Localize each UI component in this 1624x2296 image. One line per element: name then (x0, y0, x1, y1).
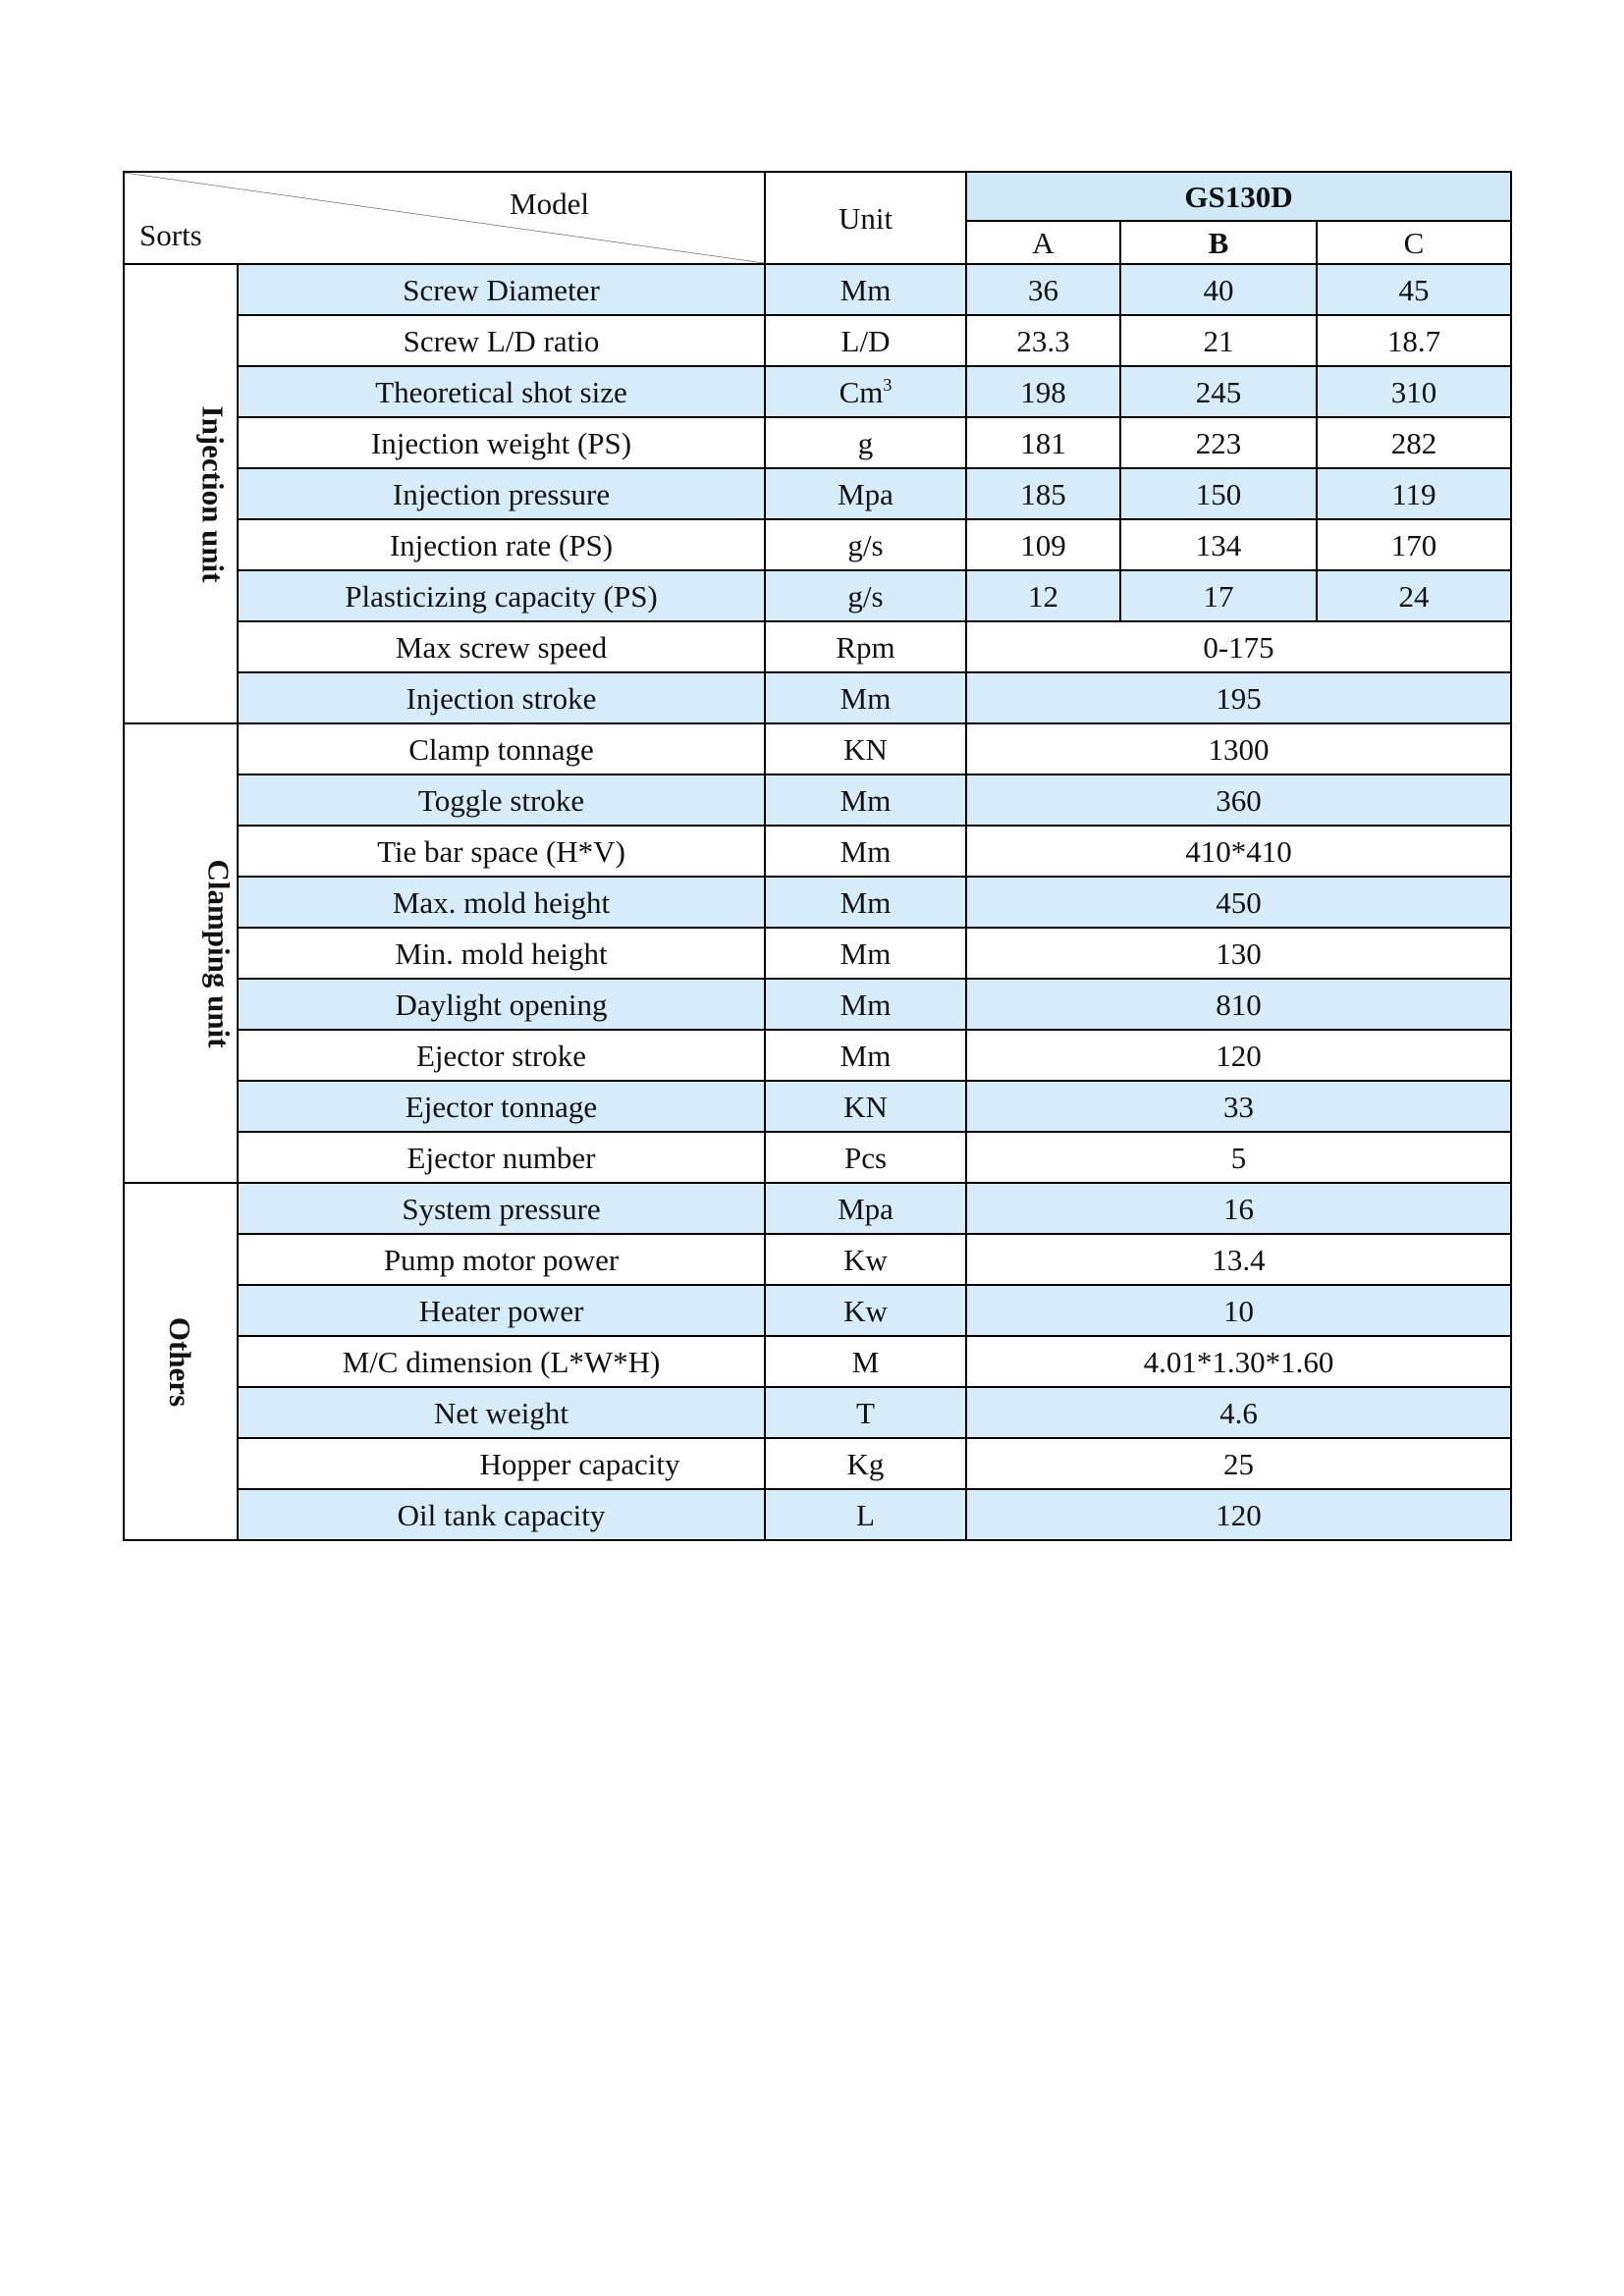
row-value-c: 45 (1317, 264, 1511, 315)
table-row (124, 1030, 1511, 1081)
row-unit: Mpa (765, 468, 966, 519)
row-value-c: 119 (1317, 468, 1511, 519)
unit-superscript: 3 (883, 374, 893, 395)
table-row (124, 315, 1511, 366)
group-label: Injection unit (195, 405, 231, 582)
row-value: 1300 (966, 723, 1511, 774)
row-value-c: 170 (1317, 519, 1511, 570)
group-clamping-unit (124, 723, 238, 1183)
header-row-1 (124, 172, 1511, 221)
row-value: 195 (966, 672, 1511, 723)
row-unit: Kw (765, 1234, 966, 1285)
row-value: 13.4 (966, 1234, 1511, 1285)
row-value: 120 (966, 1489, 1511, 1540)
table-row (124, 621, 1511, 672)
row-unit: Mm (765, 877, 966, 928)
row-name: Clamp tonnage (238, 723, 765, 774)
table-row (124, 877, 1511, 928)
row-name: Injection weight (PS) (238, 417, 765, 468)
row-name: Oil tank capacity (238, 1489, 765, 1540)
row-unit: KN (765, 1081, 966, 1132)
row-name: Toggle stroke (238, 774, 765, 826)
variant-c: C (1317, 221, 1511, 264)
table-row (124, 570, 1511, 621)
row-unit: Rpm (765, 621, 966, 672)
row-unit: KN (765, 723, 966, 774)
row-value-a: 198 (966, 366, 1120, 417)
row-value-a: 12 (966, 570, 1120, 621)
row-unit: Pcs (765, 1132, 966, 1183)
row-value-a: 181 (966, 417, 1120, 468)
row-unit: T (765, 1387, 966, 1438)
row-value-c: 18.7 (1317, 315, 1511, 366)
table-row (124, 1132, 1511, 1183)
row-name: Ejector number (238, 1132, 765, 1183)
row-value-a: 185 (966, 468, 1120, 519)
row-name: System pressure (238, 1183, 765, 1234)
table-row (124, 1336, 1511, 1387)
row-value: 16 (966, 1183, 1511, 1234)
row-value: 810 (966, 979, 1511, 1030)
row-unit: L/D (765, 315, 966, 366)
variant-a: A (966, 221, 1120, 264)
row-value-b: 40 (1120, 264, 1317, 315)
row-name: Net weight (238, 1387, 765, 1438)
table-row (124, 1183, 1511, 1234)
row-value-b: 134 (1120, 519, 1317, 570)
row-value-a: 109 (966, 519, 1120, 570)
table-row (124, 1285, 1511, 1336)
row-name: Max. mold height (238, 877, 765, 928)
row-unit (765, 366, 966, 417)
row-unit: Mm (765, 1030, 966, 1081)
row-value: 33 (966, 1081, 1511, 1132)
table-row (124, 519, 1511, 570)
group-label: Clamping unit (201, 858, 237, 1048)
row-unit: Mm (765, 672, 966, 723)
table-row (124, 826, 1511, 877)
table-row (124, 468, 1511, 519)
row-name: Hopper capacity (238, 1438, 765, 1489)
header-diagonal-cell (124, 172, 765, 264)
table-row (124, 1234, 1511, 1285)
row-name: Daylight opening (238, 979, 765, 1030)
table-row (124, 1489, 1511, 1540)
row-unit: g (765, 417, 966, 468)
row-unit: Mpa (765, 1183, 966, 1234)
header-sorts-label: Sorts (139, 218, 202, 252)
row-unit: Kg (765, 1438, 966, 1489)
row-value: 410*410 (966, 826, 1511, 877)
group-label: Others (163, 1316, 198, 1407)
table-row (124, 774, 1511, 826)
table-row (124, 366, 1511, 417)
row-value-a: 36 (966, 264, 1120, 315)
row-value: 450 (966, 877, 1511, 928)
diagonal-divider (125, 173, 764, 263)
row-name: Ejector tonnage (238, 1081, 765, 1132)
row-unit: Mm (765, 264, 966, 315)
table-row (124, 928, 1511, 979)
row-unit: L (765, 1489, 966, 1540)
row-name: Max screw speed (238, 621, 765, 672)
row-name: Pump motor power (238, 1234, 765, 1285)
row-name: Theoretical shot size (238, 366, 765, 417)
row-unit: g/s (765, 519, 966, 570)
row-value: 0-175 (966, 621, 1511, 672)
row-value: 4.6 (966, 1387, 1511, 1438)
group-others (124, 1183, 238, 1540)
row-name: M/C dimension (L*W*H) (238, 1336, 765, 1387)
row-unit: g/s (765, 570, 966, 621)
unit-base: Cm (839, 374, 884, 409)
row-unit: Mm (765, 979, 966, 1030)
table-row (124, 672, 1511, 723)
row-name: Ejector stroke (238, 1030, 765, 1081)
row-value-b: 150 (1120, 468, 1317, 519)
row-name: Injection rate (PS) (238, 519, 765, 570)
row-value-c: 282 (1317, 417, 1511, 468)
group-injection-unit (124, 264, 238, 723)
header-model-label: Model (510, 187, 589, 221)
row-unit: Mm (765, 826, 966, 877)
header-unit: Unit (765, 172, 966, 264)
row-value: 130 (966, 928, 1511, 979)
row-name: Tie bar space (H*V) (238, 826, 765, 877)
row-name: Heater power (238, 1285, 765, 1336)
row-value: 4.01*1.30*1.60 (966, 1336, 1511, 1387)
row-unit: Mm (765, 774, 966, 826)
row-value: 25 (966, 1438, 1511, 1489)
row-value-b: 245 (1120, 366, 1317, 417)
row-unit: Mm (765, 928, 966, 979)
header-model-name: GS130D (966, 172, 1511, 221)
spec-table (123, 171, 1512, 1541)
row-unit: M (765, 1336, 966, 1387)
row-name: Min. mold height (238, 928, 765, 979)
row-name: Injection pressure (238, 468, 765, 519)
row-value: 120 (966, 1030, 1511, 1081)
row-name: Screw L/D ratio (238, 315, 765, 366)
table-row (124, 1081, 1511, 1132)
row-name: Injection stroke (238, 672, 765, 723)
table-row (124, 417, 1511, 468)
row-name: Plasticizing capacity (PS) (238, 570, 765, 621)
row-value-b: 21 (1120, 315, 1317, 366)
row-value-c: 24 (1317, 570, 1511, 621)
row-unit: Kw (765, 1285, 966, 1336)
table-row (124, 1387, 1511, 1438)
row-value: 10 (966, 1285, 1511, 1336)
row-name: Screw Diameter (238, 264, 765, 315)
row-value-b: 17 (1120, 570, 1317, 621)
row-value-c: 310 (1317, 366, 1511, 417)
table-row (124, 264, 1511, 315)
row-value: 5 (966, 1132, 1511, 1183)
table-row (124, 1438, 1511, 1489)
row-value: 360 (966, 774, 1511, 826)
row-value-b: 223 (1120, 417, 1317, 468)
table-row (124, 979, 1511, 1030)
row-value-a: 23.3 (966, 315, 1120, 366)
variant-b: B (1120, 221, 1317, 264)
table-row (124, 723, 1511, 774)
